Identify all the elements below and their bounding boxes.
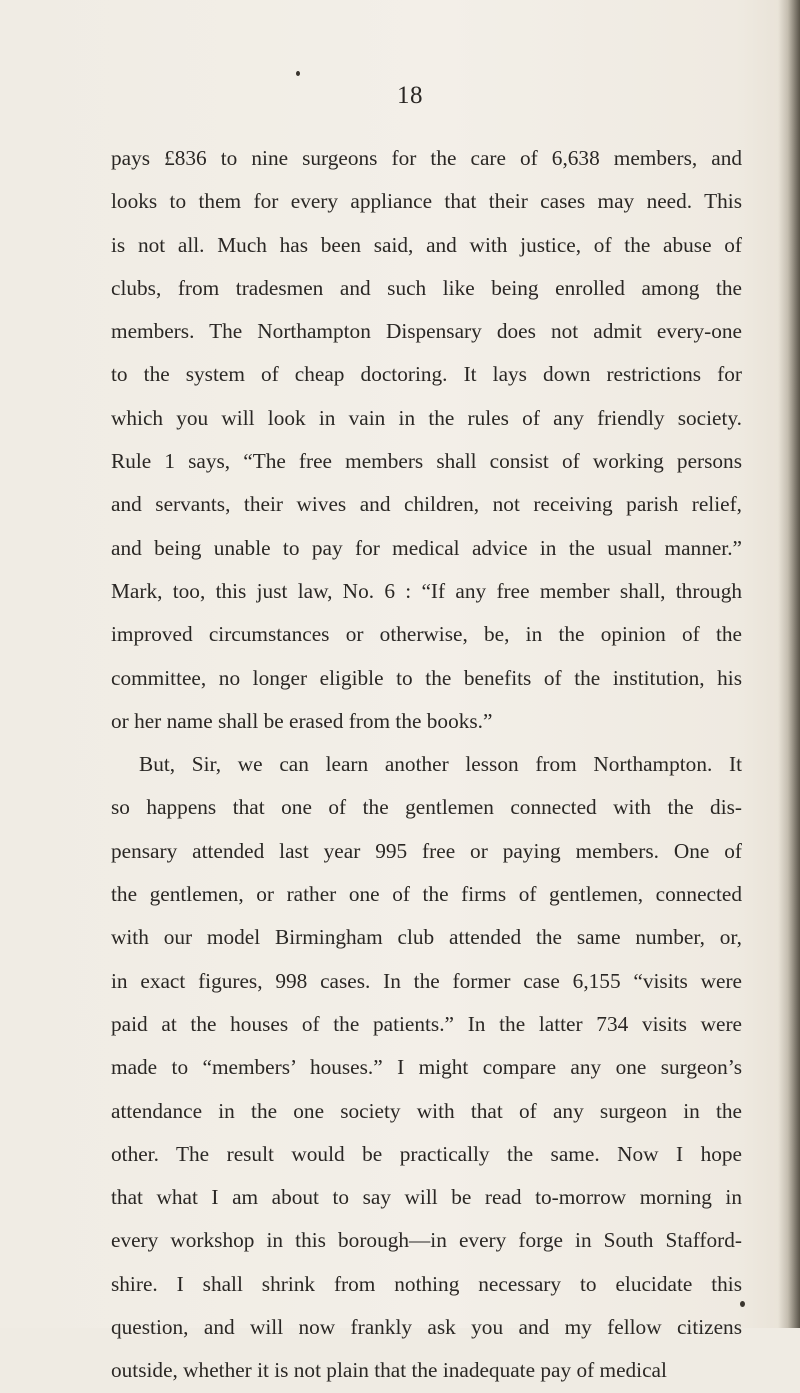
text-line: other. The result would be practically the same. Now I hope <box>111 1141 742 1166</box>
text-line: shire. I shall shrink from nothing necessary to elucidate this <box>111 1271 742 1296</box>
text-line: members. The Northampton Dispensary does not admit every-one <box>111 319 742 344</box>
text-line: made to “members’ houses.” I might compare any one surgeon’s <box>111 1055 742 1080</box>
text-line: paid at the houses of the patients.” In the latter 734 visits were <box>111 1011 742 1036</box>
text-line: or her name shall be erased from the books.” <box>111 708 493 733</box>
text-line: that what I am about to say will be read to-morrow morning in <box>111 1185 742 1210</box>
text-line: is not all. Much has been said, and with justice, of the abuse of <box>111 232 742 257</box>
text-line: outside, whether it is not plain that the inadequate pay of medical <box>111 1358 667 1383</box>
ink-speck <box>740 1301 745 1307</box>
body-text <box>111 137 742 1393</box>
text-line: clubs, from tradesmen and such like being enrolled among the <box>111 275 742 300</box>
text-line: pensary attended last year 995 free or paying members. One of <box>111 838 742 863</box>
text-line: question, and will now frankly ask you and my fellow citizens <box>111 1315 742 1340</box>
text-line: pays £836 to nine surgeons for the care of 6,638 members, and <box>111 146 742 170</box>
text-line: But, Sir, we can learn another lesson from Northampton. It <box>139 752 742 777</box>
text-line: improved circumstances or otherwise, be, in the opinion of the <box>111 622 742 647</box>
text-line: to the system of cheap doctoring. It lays down restrictions for <box>111 362 742 387</box>
text-line: so happens that one of the gentlemen connected with the dis- <box>111 795 742 820</box>
text-line: attendance in the one society with that of any surgeon in the <box>111 1098 742 1123</box>
text-line: every workshop in this borough—in every forge in South Stafford- <box>111 1228 742 1253</box>
text-line: with our model Birmingham club attended the same number, or, <box>111 925 742 950</box>
page-edge-shadow <box>778 0 800 1328</box>
text-line: committee, no longer eligible to the benefits of the institution, his <box>111 665 742 690</box>
text-line: Rule 1 says, “The free members shall consist of working persons <box>111 449 742 474</box>
ink-speck <box>296 71 300 76</box>
text-line: in exact figures, 998 cases. In the former case 6,155 “visits were <box>111 968 742 993</box>
text-line: and servants, their wives and children, not receiving parish relief, <box>111 492 742 517</box>
text-line: looks to them for every appliance that their cases may need. This <box>111 189 742 214</box>
text-line: the gentlemen, or rather one of the firms of gentlemen, connected <box>111 882 742 907</box>
text-line: and being unable to pay for medical advice in the usual manner.” <box>111 535 742 560</box>
text-line: which you will look in vain in the rules of any friendly society. <box>111 405 742 430</box>
text-line: Mark, too, this just law, No. 6 : “If any free member shall, through <box>111 578 742 603</box>
page-number: 18 <box>397 82 423 109</box>
